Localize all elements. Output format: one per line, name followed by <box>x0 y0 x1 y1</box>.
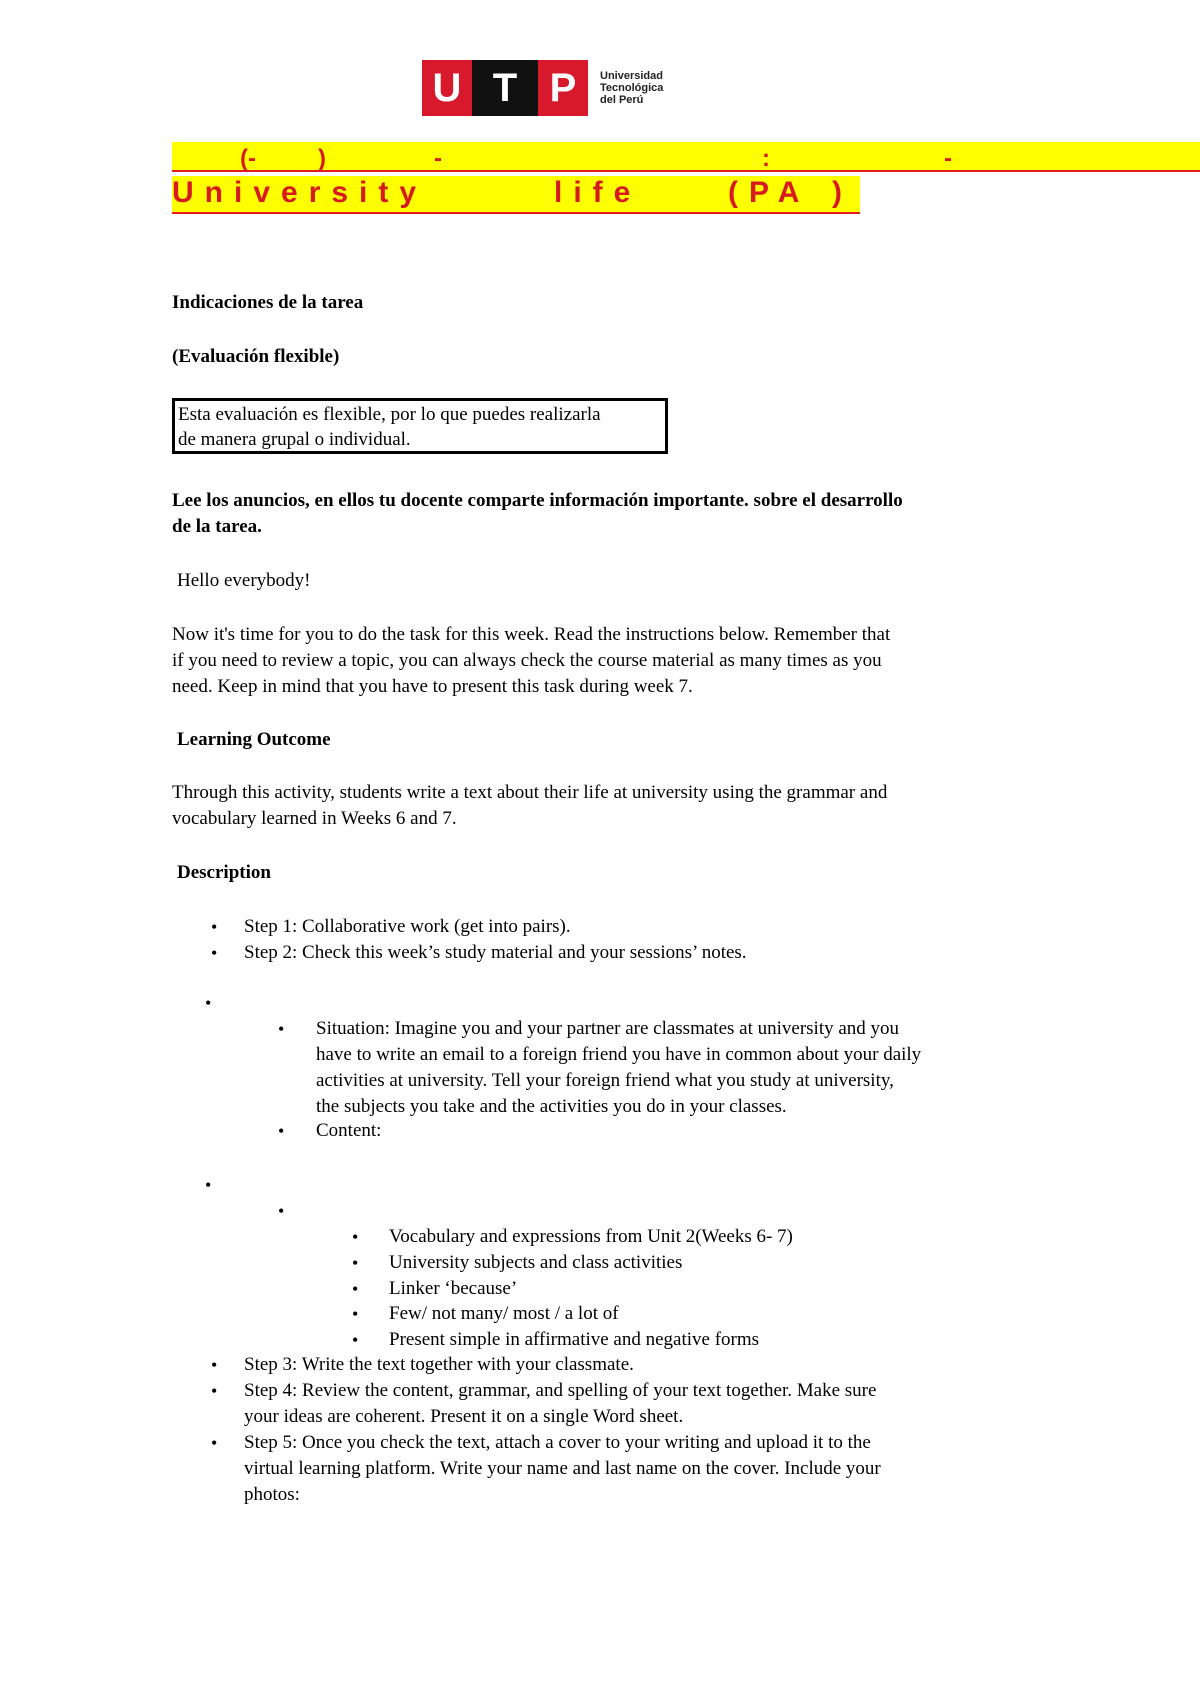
bullet-icon: • <box>205 1175 212 1195</box>
announcement-text <box>172 488 1030 540</box>
title-line-1 <box>0 145 1200 171</box>
bullet-icon: • <box>352 1330 359 1350</box>
step-4 <box>244 1378 1030 1430</box>
bullet-icon: • <box>352 1227 359 1247</box>
heading-indicaciones: Indicaciones de la tarea <box>172 292 364 313</box>
step-4-line: your ideas are coherent. Present it on a single Word sheet. <box>244 1406 684 1427</box>
bullet-icon: • <box>278 1019 285 1039</box>
content-item: Few/ not many/ most / a lot of <box>389 1303 619 1324</box>
bullet-icon: • <box>211 1355 218 1375</box>
bullet-icon: • <box>352 1253 359 1273</box>
logo-mark <box>422 60 588 116</box>
intro-paragraph <box>172 622 1030 700</box>
content-label: Content: <box>316 1120 382 1141</box>
utp-logo <box>422 60 663 116</box>
situation-line: Situation: Imagine you and your partner are classmates at university and you <box>316 1018 900 1039</box>
title-token: - <box>944 145 952 172</box>
content-item: University subjects and class activities <box>389 1252 683 1273</box>
step-5 <box>244 1430 1030 1508</box>
logo-letter-p: P <box>538 60 588 116</box>
step-5-line: photos: <box>244 1484 300 1505</box>
bullet-icon: • <box>211 1433 218 1453</box>
heading-evaluacion: (Evaluación flexible) <box>172 346 340 367</box>
step-5-line: Step 5: Once you check the text, attach a cover to your writing and upload it to the <box>244 1432 871 1453</box>
bullet-icon: • <box>278 1121 285 1141</box>
heading-description: Description <box>177 862 271 883</box>
note-line: de manera grupal o individual. <box>178 429 411 450</box>
step-5-line: virtual learning platform. Write your name and last name on the cover. Include your <box>244 1458 881 1479</box>
greeting: Hello everybody! <box>177 570 311 591</box>
title-token: ) <box>318 145 326 172</box>
step-3: Step 3: Write the text together with your classmate. <box>244 1354 634 1375</box>
bullet-icon: • <box>352 1279 359 1299</box>
title-word-pa: (PA <box>728 176 811 209</box>
flexible-note-box <box>172 398 668 454</box>
title-word-life: life <box>554 176 642 209</box>
intro-line: Now it's time for you to do the task for this week. Read the instructions below. Remember that <box>172 624 891 645</box>
step-1: Step 1: Collaborative work (get into pairs). <box>244 916 571 937</box>
title-token: : <box>762 145 770 172</box>
situation-text <box>316 1016 1030 1120</box>
bullet-icon: • <box>205 993 212 1013</box>
bullet-icon: • <box>211 1381 218 1401</box>
logo-letter-u: U <box>422 60 472 116</box>
logo-letter-t: T <box>472 60 538 116</box>
situation-line: activities at university. Tell your foreign friend what you study at university, <box>316 1070 894 1091</box>
heading-learning-outcome: Learning Outcome <box>177 729 331 750</box>
title-word-university: University <box>172 176 428 209</box>
situation-line: the subjects you take and the activities you do in your classes. <box>316 1096 787 1117</box>
logo-text-line: Tecnológica <box>600 82 664 94</box>
content-item: Present simple in affirmative and negative forms <box>389 1329 760 1350</box>
announcement-line: de la tarea. <box>172 516 262 537</box>
bullet-icon: • <box>352 1304 359 1324</box>
bullet-icon: • <box>211 917 218 937</box>
logo-text-line: Universidad <box>600 70 663 82</box>
note-line: Esta evaluación es flexible, por lo que puedes realizarla <box>178 404 601 425</box>
outcome-paragraph <box>172 780 1030 832</box>
bullet-icon: • <box>278 1201 285 1221</box>
step-2: Step 2: Check this week’s study material and your sessions’ notes. <box>244 942 747 963</box>
bullet-icon: • <box>211 943 218 963</box>
announcement-line: Lee los anuncios, en ellos tu docente comparte información importante. sobre el desarrollo <box>172 490 903 511</box>
title-token: - <box>434 145 442 172</box>
logo-text-line: del Perú <box>600 94 644 106</box>
content-item: Vocabulary and expressions from Unit 2(Weeks 6- 7) <box>389 1226 793 1247</box>
step-4-line: Step 4: Review the content, grammar, and spelling of your text together. Make sure <box>244 1380 877 1401</box>
situation-line: have to write an email to a foreign friend you have in common about your daily <box>316 1044 922 1065</box>
intro-line: need. Keep in mind that you have to present this task during week 7. <box>172 676 693 697</box>
outcome-line: Through this activity, students write a text about their life at university using the grammar and <box>172 782 888 803</box>
outcome-line: vocabulary learned in Weeks 6 and 7. <box>172 808 457 829</box>
title-line-2 <box>172 176 860 214</box>
title-word-close: ) <box>832 176 853 209</box>
logo-wordmark <box>600 70 663 106</box>
content-item: Linker ‘because’ <box>389 1278 518 1299</box>
intro-line: if you need to review a topic, you can always check the course material as many times as you <box>172 650 882 671</box>
title-token: (- <box>240 145 256 172</box>
